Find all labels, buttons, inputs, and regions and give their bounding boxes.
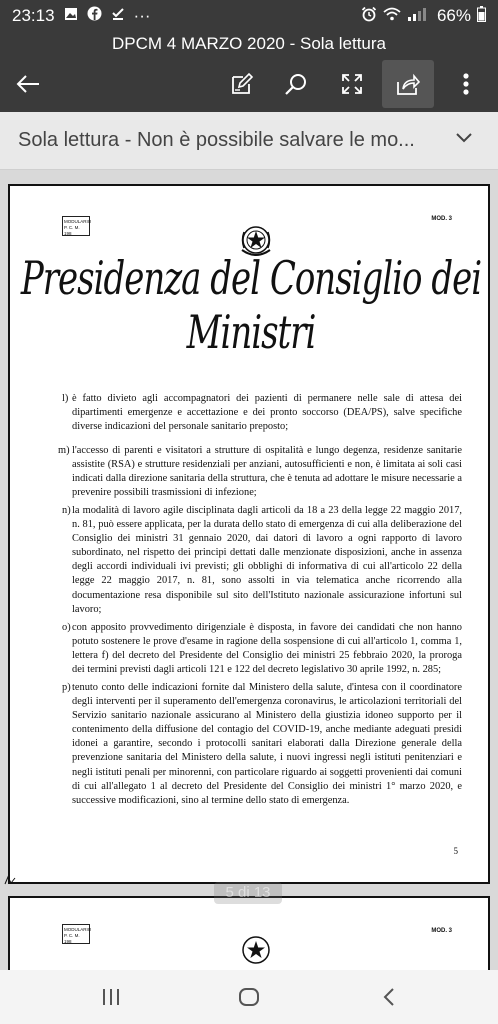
- download-done-icon: [111, 6, 125, 26]
- window-title: DPCM 4 MARZO 2020 - Sola lettura: [0, 32, 498, 56]
- wifi-icon: [383, 6, 401, 26]
- paragraph-o: [62, 621, 462, 677]
- paragraph-m: [58, 444, 462, 500]
- document-page-next: [8, 896, 490, 970]
- page-indicator: 5 di 13: [214, 882, 282, 904]
- fullscreen-icon[interactable]: [332, 64, 372, 104]
- paragraph-text: con apposito provvedimento dirigenziale è disposta, in favore dei candidati che non hanno potuto sostenere le prove d'esame in ragione della sospensione di cui all'articolo 1, comma 1, lettera f) del decreto del Presidente del Consiglio dei ministri 25 febbraio 2020, la proroga dei termini previsti dagli articoli 121 e 122 del decreto legislativo 30 aprile 1992, n. 285;: [72, 622, 462, 676]
- read-only-banner[interactable]: [0, 112, 498, 170]
- home-icon[interactable]: [234, 982, 264, 1012]
- clock: 23:13: [12, 6, 55, 25]
- read-only-message: Sola lettura - Non è possibile salvare le mo...: [18, 129, 415, 151]
- signal-icon: [407, 6, 431, 26]
- document-page: [8, 184, 490, 884]
- back-icon[interactable]: [374, 982, 404, 1012]
- modulario-stamp: MODULARIO P. C. M. 198: [62, 216, 90, 236]
- system-nav-bar: [0, 970, 498, 1024]
- paragraph-text: tenuto conto delle indicazioni fornite dal Ministero della salute, d'intesa con il coordinatore degli interventi per il superamento dell'emergenza coronavirus, le articolazioni territoriali del Servizio sanitario nazionale assicurano al Ministero della giustizia idoneo supporto per il contenimento della diffusione del contagio del COVID-19, anche mediante adeguati presidi idonei a garantire, secondo i protocolli sanitari elaborati dalla Direzione generale della prevenzione sanitaria del Ministero della salute, i nuovi ingressi negli istituti penitenziari e negli istituti penali per minorenni, con particolare riguardo ai soggetti provenienti dai comuni di cui all'allegato 1 al decreto del Presidente del Consiglio dei ministri 1° marzo 2020, e successive modificazioni, sino al termine dello stato di emergenza.: [72, 682, 462, 806]
- paragraph-label: p): [62, 682, 71, 693]
- chevron-down-icon[interactable]: [456, 130, 472, 148]
- battery-icon: [477, 6, 486, 27]
- gallery-icon: [64, 6, 78, 26]
- page-number: 5: [453, 846, 458, 856]
- status-bar: [0, 0, 498, 32]
- alarm-icon: [361, 6, 377, 27]
- paragraph-text: l'accesso di parenti e visitatori a strutture di ospitalità e lungo degenza, residenze sanitarie assistite (RSA) e strutture residenziali per anziani, autosufficienti e non, è limitata ai soli casi indicati dalla direzione sanitaria della struttura, che è tenuta ad adottare le misure necessarie a prevenire possibili trasmissioni di infezione;: [72, 445, 462, 499]
- modulario-stamp: MODULARIO P. C. M. 198: [62, 924, 90, 944]
- battery-level: 66%: [436, 6, 471, 25]
- paragraph-label: o): [62, 622, 71, 633]
- facebook-icon: [87, 6, 102, 26]
- paragraph-label: l): [62, 393, 69, 404]
- paragraph-l: [62, 392, 462, 434]
- document-header: Presidenza del Consiglio dei Ministri: [20, 252, 482, 360]
- edit-icon[interactable]: [222, 64, 262, 104]
- paragraph-label: n): [62, 505, 71, 516]
- mod-label: MOD. 3: [431, 216, 452, 222]
- paragraph-text: la modalità di lavoro agile disciplinata dagli articoli da 18 a 23 della legge 22 maggio 2017, n. 81, può essere applicata, per la durata dello stato di emergenza di cui alla deliberazione del Consiglio dei ministri 31 gennaio 2020, dai datori di lavoro a ogni rapporto di lavoro subordinato, nel rispetto dei principi dettati dalle menzionate disposizioni, anche in assenza degli accordi individuali ivi previsti; gli obblighi di informativa di cui all'articolo 22 della legge 22 maggio 2017, n. 81, sono assolti in via telematica anche ricorrendo alla documentazione resa disponibile sul sito dell'Istituto nazionale assicurazione infortuni sul lavoro;: [72, 505, 462, 615]
- share-icon[interactable]: [382, 60, 434, 108]
- paragraph-text: è fatto divieto agli accompagnatori dei pazienti di permanere nelle sale di attesa dei dipartimenti emergenze e accettazione e dei pronto soccorso (DEA/PS), salve specifiche diverse indicazioni del personale sanitario preposto;: [72, 393, 462, 433]
- toolbar: [0, 56, 498, 112]
- paragraph-p: [62, 681, 462, 808]
- document-viewer[interactable]: [0, 170, 498, 970]
- search-icon[interactable]: [276, 64, 316, 104]
- recent-apps-icon[interactable]: [96, 982, 126, 1012]
- corner-mark-icon: [4, 872, 16, 890]
- italian-emblem-icon: [238, 930, 274, 970]
- paragraph-n: [62, 504, 462, 617]
- paragraph-label: m): [58, 445, 70, 456]
- more-vert-icon[interactable]: [446, 64, 486, 104]
- mod-label: MOD. 3: [431, 928, 452, 934]
- more-notifications: ···: [133, 6, 151, 25]
- back-arrow-icon[interactable]: [8, 64, 48, 104]
